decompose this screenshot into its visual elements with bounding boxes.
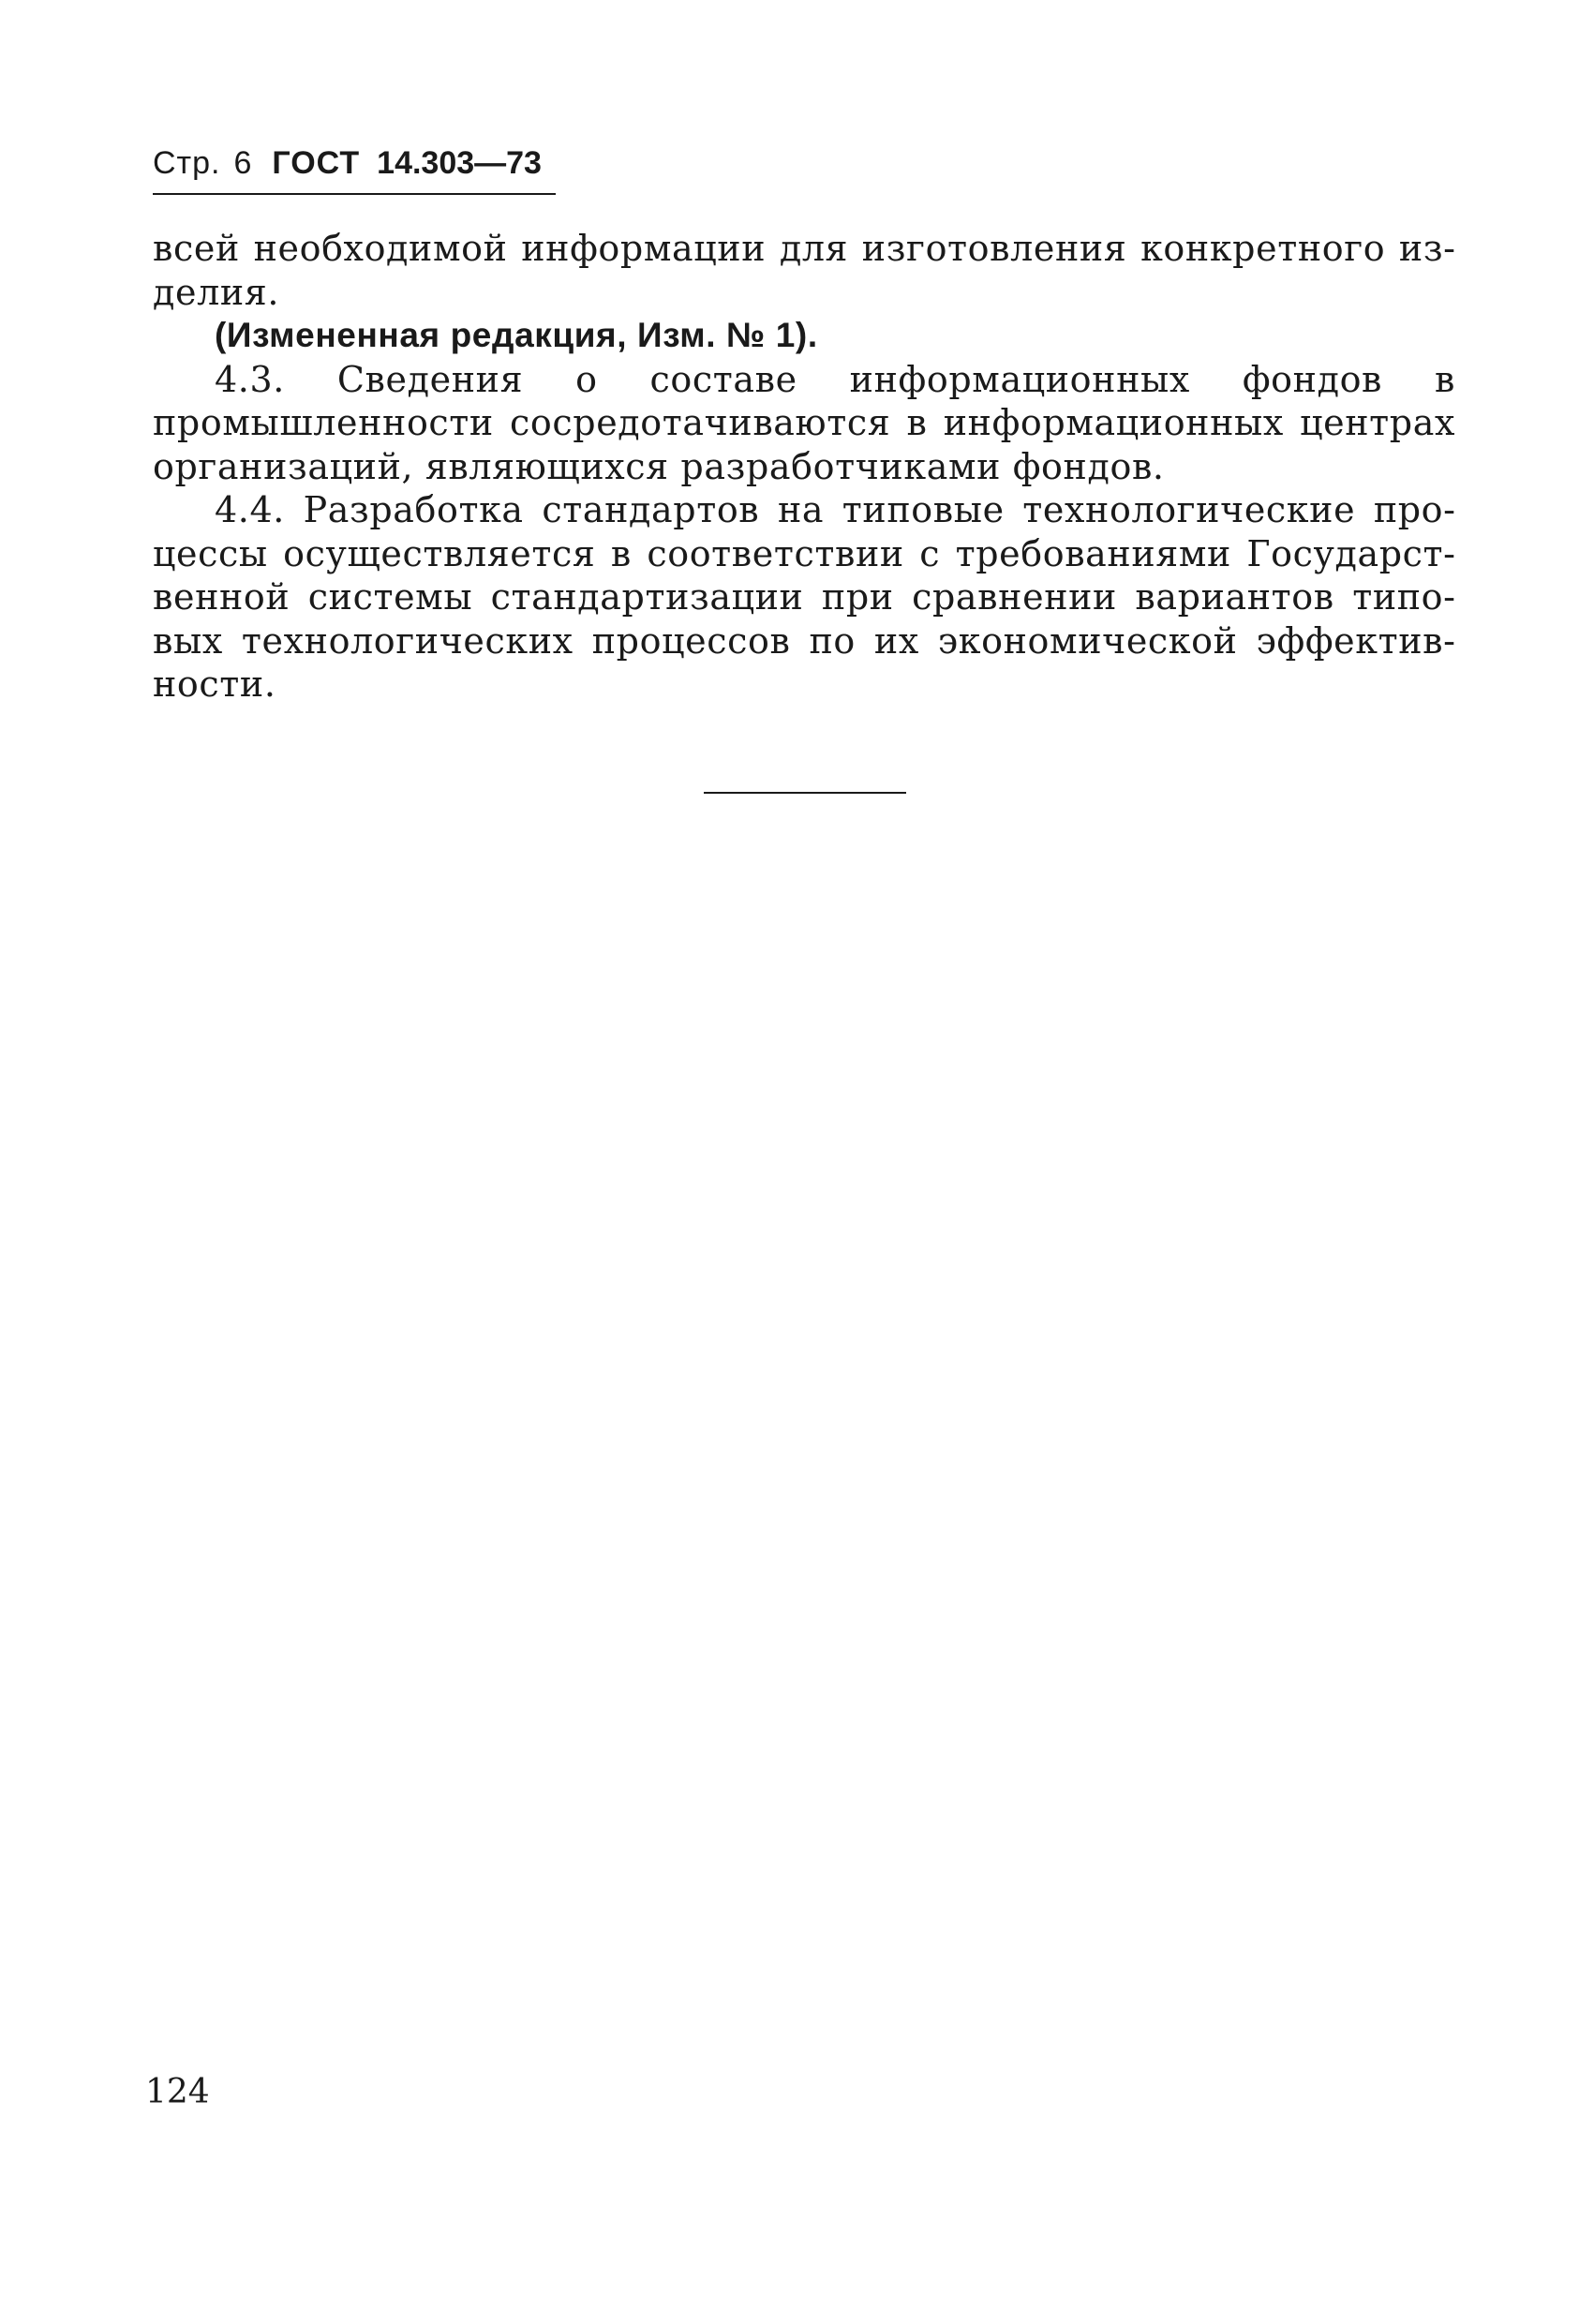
page-label: Стр. — [153, 145, 221, 181]
footer-page-number: 124 — [145, 2073, 210, 2111]
amendment-note: (Измененная редакция, Изм. № 1). — [215, 316, 818, 354]
paragraph-continuation: всей необходимой информации для изготовления конкретного изделия. — [153, 228, 1455, 313]
end-of-text-rule — [704, 792, 906, 794]
document-body — [153, 227, 1455, 707]
gost-number: 14.303—73 — [377, 145, 542, 181]
paragraph-4-3: 4.3. Сведения о составе информационных фондов в промышленности сосредотачиваются в информационных центрах организаций, являющихся разработчиками фондов. — [153, 358, 1455, 487]
page-header — [153, 144, 542, 182]
paragraph-4-4: 4.4. Разработка стандартов на типовые технологические процессы осуществляется в соответствии с требованиями Государственной системы стандартизации при сравнении вариантов типовых технологических процессов по их экономической эффективности. — [153, 489, 1455, 705]
gost-code: ГОСТ — [272, 145, 361, 181]
page-number: 6 — [233, 145, 252, 181]
header-rule — [153, 193, 556, 195]
